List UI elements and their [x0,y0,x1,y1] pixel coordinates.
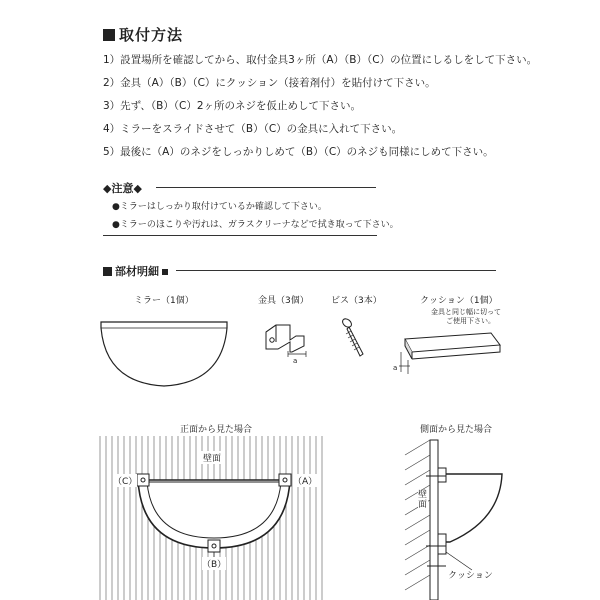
step-5: 5）最後に（A）のネジをしっかりしめて（B）（C）のネジも同様にしめて下さい。 [103,146,494,158]
caution-title: ◆注意◆ [103,182,142,195]
caution-item: ●ミラーのほこりや汚れは、ガラスクリーナなどで拭き取って下さい。 [112,220,399,230]
wall-side-label: 壁面 [418,490,428,510]
step-4: 4）ミラーをスライドさせて（B）（C）の金具に入れて下さい。 [103,123,403,135]
caution-item: ●ミラーはしっかり取付けているか確認して下さい。 [112,202,327,212]
parts-title-text: 部材明細 [115,265,159,278]
dimension-label: a [393,364,398,372]
front-view-title: 正面から見た場合 [180,425,253,435]
step-3: 3）先ず、（B）（C）2ヶ所のネジを仮止めして下さい。 [103,100,362,112]
bracket-b-label: （B） [202,557,226,570]
screw-label: ビス（3本） [331,296,382,306]
cushion-note: 金具と同じ幅に切って [431,308,501,316]
dimension-label: a [293,357,298,365]
bracket-a-label: （A） [293,474,317,487]
mirror-side [445,474,502,542]
cushion-label: クッション（1個） [420,296,498,306]
cushion-note: ご使用下さい。 [446,317,495,325]
side-view-title: 側面から見た場合 [420,425,493,435]
step-1: 1）設置場所を確認してから、取付金具3ヶ所（A）（B）（C）の位置にしるしをして下さい。 [103,54,538,66]
cushion-side-label: クッション [448,571,493,581]
bracket-c-label: （C） [113,474,137,487]
title-text: 取付方法 [119,26,184,44]
mirror-label: ミラー（1個） [134,296,194,306]
wall-section [405,440,438,600]
bracket-label: 金具（3個） [258,296,309,306]
step-2: 2）金具（A）（B）（C）にクッション（接着剤付）を貼付けて下さい。 [103,77,436,89]
wall-label: 壁面 [201,451,223,464]
